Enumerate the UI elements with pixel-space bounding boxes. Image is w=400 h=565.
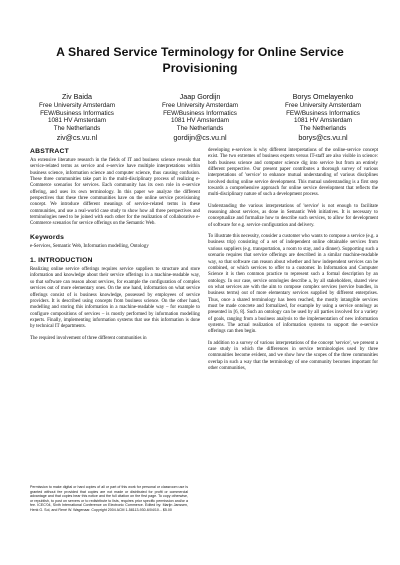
body-paragraph-3: To illustrate this necessity, consider a customer who wants to compose a service (e.g. a business trip) consisting of a set of independent online obtainable services from various suppliers (e.g. transportation, a room to stay, and a dinner). Supporting such a scenario requires that service offerings are described in a similar machine-readable way, so that software can reason about whether and how independent services can be combined, or which services to offer to a customer. In Information and Computer Science it is then common practice to represent such a formal description by an ontology. In our case, service ontologies describe a, by all stakeholders, shared view on what services are with the aim to compose complex services (service bundles, in business terms) out of more elementary services supplied by different enterprises. Thus, once a shared terminology has been reached, the mostly intangible services must be made concrete and formalized, for example by using a service ontology as presented in [6, 8]. Such an ontology can be used by all parties involved for a variety of goals, ranging from a business analysis to the implementation of new information systems. The actual realization of information systems to support the e-service offerings can then begin. bbox=[208, 234, 378, 335]
author-affiliation: Free University Amsterdam bbox=[285, 102, 361, 109]
author-email: ziv@cs.vu.nl bbox=[56, 133, 98, 143]
author-country: The Netherlands bbox=[53, 124, 101, 132]
body-paragraph-4: In addition to a survey of various interpretations of the concept 'service', we present a case study in which the differences in service terminologies used by three communities become evident, and we show how the scopes of the three communities overlap in such a way that the terminology of one community becomes important for other communities, bbox=[208, 340, 378, 371]
abstract-text: An extensive literature research in the fields of IT and business science reveals that service-related terms as service and e-service have multiple interpretations within business science, information science and computer science, thus causing confusion. These three communities take part in the multi-disciplinary process of realizing e-Commerce scenarios for services. Each community has its own role in e-service offering, and uses its own terminology. In this paper we analyze the different perspectives that these three communities have on the online service provisioning concept. We introduce different meanings of service-related terms in these communities, and use a real-world case study to show how all three perspectives and terminologies need to be joined with each other for the realization of collaborative e-Commerce scenarios for service offerings on the Semantic Web. bbox=[30, 158, 200, 227]
paper-title-line-1: A Shared Service Terminology for Online Service bbox=[56, 45, 344, 59]
introduction-heading: 1. INTRODUCTION bbox=[30, 257, 93, 265]
left-column bbox=[30, 148, 200, 342]
author-city: 1081 HV Amsterdam bbox=[293, 117, 353, 125]
author-email: gordijn@cs.vu.nl bbox=[173, 133, 227, 143]
author-department: FEW/Business Informatics bbox=[40, 109, 114, 117]
author-name: Borys Omelayenko bbox=[292, 92, 354, 101]
paper-title bbox=[20, 44, 380, 76]
author-name: Ziv Baida bbox=[62, 92, 92, 101]
author-block bbox=[18, 92, 382, 143]
right-column bbox=[208, 148, 378, 372]
author-name: Jaap Gordijn bbox=[179, 92, 221, 101]
body-paragraph-1: developing e-services is why different interpretations of the online-service concept exist. The two extremes of business experts versus IT-staff are also visible in science: both business science and computer science dig into service but from an entirely different perspective. Our present paper contributes a thorough survey of various interpretations of 'service' to enhance mutual understanding of various disciplines involved during online service development. This mutual understanding is a first step towards a comprehensive approach for online service development that reflects the multi-disciplinary nature of such a development process. bbox=[208, 148, 378, 198]
paper-title-line-2: Provisioning bbox=[162, 61, 238, 75]
author-department: FEW/Business Informatics bbox=[286, 109, 360, 117]
author-city: 1081 HV Amsterdam bbox=[170, 117, 230, 125]
introduction-paragraph-1: Realizing online service offerings requires service suppliers to structure and store information and knowledge about their service offerings in a machine-readable way, so that software can reason about services, for example the configuration of complex services out of more elementary ones. On the one hand, information on what service offerings consist of is business knowledge, possessed by employees of service providers. It is described using concepts from business science. On the other hand, modelling and storing this information in a machine-readable way – for example to configure compositions of services – is mostly performed by information modelling experts. Finally, implementing information systems that use this information is done by technical IT departments. bbox=[30, 267, 200, 330]
author-country: The Netherlands bbox=[299, 124, 347, 132]
copyright-notice: Permission to make digital or hard copies of all or part of this work for personal or classroom use is granted without fee provided that copies are not made or distributed for profit or commercial advantage and that copies bear this notice and the full citation on the first page. To copy otherwise, or republish, to post on servers or to redistribute to lists, requires prior specific permission and/or a fee. ICEC'04, Sixth International Conference on Electronic Commerce. Edited by: Marijn Janssen, Henk G. Sol, and René W. Wagenaar. Copyright 2004 ACM 1-58113-930-6/04/10... $5.00 bbox=[30, 485, 188, 512]
keywords-text: e-Services, Semantic Web, Information modelling, Ontology bbox=[30, 243, 149, 249]
author-affiliation: Free University Amsterdam bbox=[39, 102, 115, 109]
author-country: The Netherlands bbox=[176, 124, 224, 132]
author-2 bbox=[141, 92, 259, 143]
introduction-paragraph-2: The required involvement of three different communities in bbox=[30, 335, 147, 341]
author-email: borys@cs.vu.nl bbox=[298, 133, 348, 143]
author-city: 1081 HV Amsterdam bbox=[47, 117, 107, 125]
body-paragraph-2: Understanding the various interpretations of 'service' is not enough to facilitate reasoning about services, as done in Semantic Web initiatives. It is necessary to conceptualize and formalize how to describe such services, to allow for development of software for e.g. service configuration and delivery. bbox=[208, 203, 378, 228]
author-3 bbox=[264, 92, 382, 143]
abstract-heading: ABSTRACT bbox=[30, 148, 69, 155]
author-1 bbox=[18, 92, 136, 143]
keywords-heading: Keywords bbox=[30, 233, 65, 241]
author-affiliation: Free University Amsterdam bbox=[162, 102, 238, 109]
author-department: FEW/Business Informatics bbox=[163, 109, 237, 117]
